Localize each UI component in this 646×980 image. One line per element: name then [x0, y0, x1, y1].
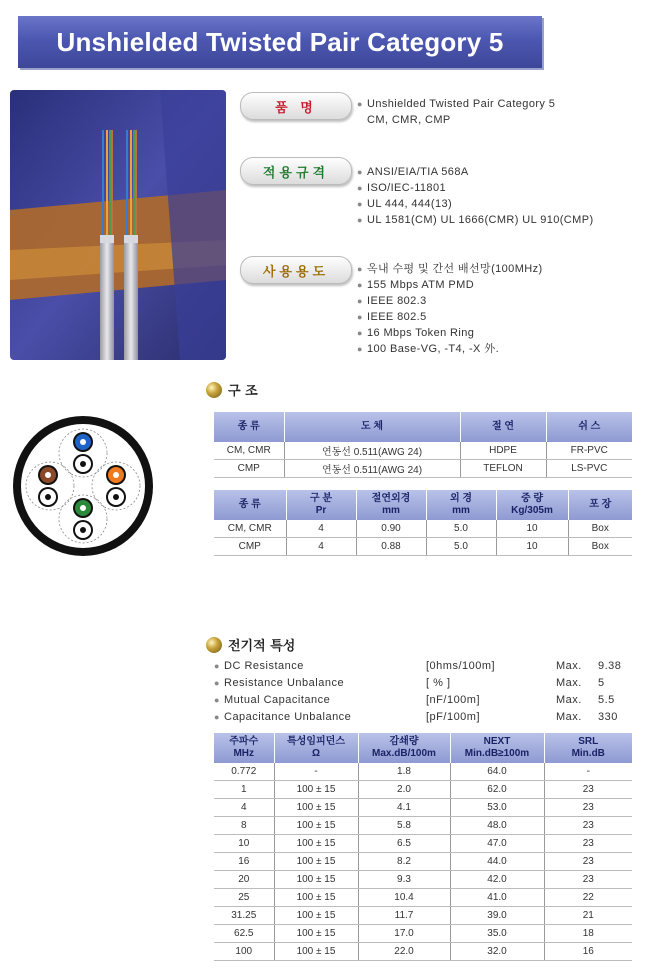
table-header-row: 종 류 구 분 Pr 절연외경 mm 외 경 mm 중 량 Kg/305m 포 장: [214, 490, 632, 520]
table-cell: 10.4: [358, 889, 450, 907]
table-cell: 64.0: [450, 763, 544, 781]
list-item: ● 155 Mbps ATM PMD: [357, 279, 475, 291]
table-cell: 44.0: [450, 853, 544, 871]
table-cell: 53.0: [450, 799, 544, 817]
table-row: [214, 799, 632, 817]
table-cell: 23: [544, 853, 632, 871]
table-cell: 23: [544, 835, 632, 853]
list-item: ● Unshielded Twisted Pair Category 5: [357, 98, 556, 110]
table-cell: 23: [544, 799, 632, 817]
table-row: CM, CMR 연동선 0.511(AWG 24) HDPE FR-PVC: [214, 442, 632, 460]
table-cell: 100 ± 15: [274, 907, 358, 925]
list-item: ● IEEE 802.5: [357, 311, 427, 323]
list-item: ● 옥내 수평 및 간선 배선망(100MHz): [357, 263, 543, 275]
product-name-label: 품 명: [240, 92, 352, 120]
electrical-table: [214, 733, 632, 961]
table-cell: 16: [214, 853, 274, 871]
table-cell: 17.0: [358, 925, 450, 943]
bullet-ball-icon: [206, 382, 222, 398]
table-row: CMP 연동선 0.511(AWG 24) TEFLON LS-PVC: [214, 460, 632, 478]
title-banner: [18, 16, 542, 68]
table-row: [214, 781, 632, 799]
table-cell: -: [274, 763, 358, 781]
table-cell: 31.25: [214, 907, 274, 925]
table-cell: 4: [214, 799, 274, 817]
electrical-specs-list: [214, 660, 634, 728]
table-cell: 1.8: [358, 763, 450, 781]
list-item: ● 16 Mbps Token Ring: [357, 327, 475, 339]
table-cell: 20: [214, 871, 274, 889]
list-item: ● ISO/IEC-11801: [357, 182, 446, 194]
table-cell: 6.5: [358, 835, 450, 853]
page-title: Unshielded Twisted Pair Category 5: [56, 26, 504, 57]
list-item: ● IEEE 802.3: [357, 295, 427, 307]
table-row: [214, 763, 632, 781]
table-header-row: 종 류 도 체 절 연 쉬 스: [214, 412, 632, 442]
table-row: [214, 853, 632, 871]
table-cell: 48.0: [450, 817, 544, 835]
table-cell: -: [544, 763, 632, 781]
electrical-heading: 전기적 특성: [206, 635, 295, 654]
table-row: [214, 835, 632, 853]
table-cell: 100 ± 15: [274, 781, 358, 799]
standards-list: [357, 164, 594, 228]
table-cell: 23: [544, 871, 632, 889]
structure-heading: 구 조: [206, 380, 258, 399]
table-row: [214, 907, 632, 925]
table-cell: 25: [214, 889, 274, 907]
table-row: CM, CMR 4 0.90 5.0 10 Box: [214, 520, 632, 538]
table-cell: 100: [214, 943, 274, 961]
table-cell: 41.0: [450, 889, 544, 907]
table-cell: 62.5: [214, 925, 274, 943]
product-name-list: [357, 96, 555, 128]
table-cell: 23: [544, 817, 632, 835]
structure-table-dimensions: [214, 490, 632, 556]
table-cell: 32.0: [450, 943, 544, 961]
list-item: ● Mutual Capacitance [nF/100m] Max. 5.5: [214, 694, 615, 706]
bullet-ball-icon: [206, 637, 222, 653]
table-cell: 62.0: [450, 781, 544, 799]
table-cell: 18: [544, 925, 632, 943]
table-cell: 9.3: [358, 871, 450, 889]
table-cell: 11.7: [358, 907, 450, 925]
cable-cross-section: [12, 415, 154, 557]
list-item: CM, CMR, CMP: [367, 114, 451, 126]
table-row: [214, 925, 632, 943]
list-item: ● UL 1581(CM) UL 1666(CMR) UL 910(CMP): [357, 214, 594, 226]
table-cell: 100 ± 15: [274, 943, 358, 961]
table-cell: 8: [214, 817, 274, 835]
list-item: ● UL 444, 444(13): [357, 198, 453, 210]
table-cell: 23: [544, 781, 632, 799]
table-cell: 10: [214, 835, 274, 853]
table-cell: 1: [214, 781, 274, 799]
table-cell: 100 ± 15: [274, 889, 358, 907]
table-row: CMP 4 0.88 5.0 10 Box: [214, 538, 632, 556]
table-cell: 22: [544, 889, 632, 907]
table-row: [214, 889, 632, 907]
table-cell: 39.0: [450, 907, 544, 925]
list-item: ● ANSI/EIA/TIA 568A: [357, 166, 469, 178]
list-item: ● Capacitance Unbalance [pF/100m] Max. 330: [214, 711, 618, 723]
structure-table-materials: [214, 412, 632, 478]
table-cell: 4.1: [358, 799, 450, 817]
table-cell: 21: [544, 907, 632, 925]
table-cell: 100 ± 15: [274, 817, 358, 835]
table-cell: 42.0: [450, 871, 544, 889]
table-cell: 22.0: [358, 943, 450, 961]
applications-label: 사용용도: [240, 256, 352, 284]
product-photo: [10, 90, 226, 360]
list-item: ● DC Resistance [0hms/100m] Max. 9.38: [214, 660, 622, 672]
table-row: [214, 943, 632, 961]
table-cell: 100 ± 15: [274, 871, 358, 889]
table-cell: 5.8: [358, 817, 450, 835]
table-cell: 100 ± 15: [274, 925, 358, 943]
table-cell: 100 ± 15: [274, 799, 358, 817]
table-cell: 8.2: [358, 853, 450, 871]
table-cell: 16: [544, 943, 632, 961]
table-row: [214, 871, 632, 889]
applications-list: [357, 261, 543, 357]
table-row: [214, 817, 632, 835]
table-cell: 2.0: [358, 781, 450, 799]
table-cell: 100 ± 15: [274, 835, 358, 853]
list-item: ● Resistance Unbalance [ % ] Max. 5: [214, 677, 605, 689]
list-item: ● 100 Base-VG, -T4, -X 外.: [357, 343, 500, 355]
table-header-row: 주파수 MHz 특성임피던스 Ω 감쇄량 Max.dB/100m NEXT Min.dB≥100m SRL Min.dB: [214, 733, 632, 763]
standards-label: 적용규격: [240, 157, 352, 185]
table-cell: 47.0: [450, 835, 544, 853]
table-cell: 35.0: [450, 925, 544, 943]
table-cell: 100 ± 15: [274, 853, 358, 871]
table-cell: 0.772: [214, 763, 274, 781]
